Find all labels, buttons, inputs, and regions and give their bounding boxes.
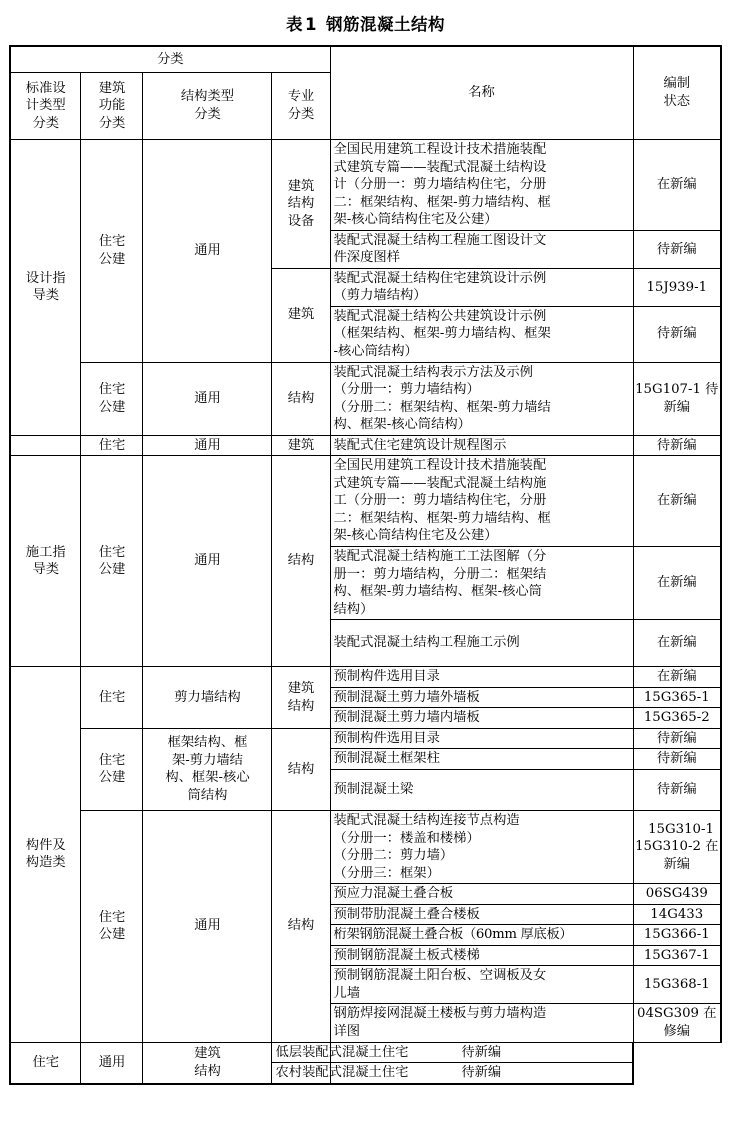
header-col-status <box>633 46 721 140</box>
status-badge: 待新编 <box>633 769 721 810</box>
item-name-line: （框架结构、框架-剪力墙结构、框架 <box>333 326 551 342</box>
item-name-line: 装配式混凝土结构施工工法图解（分 <box>333 549 547 565</box>
table-header-row-1 <box>10 46 721 73</box>
function-line-1: 住宅 <box>98 544 126 560</box>
item-name-line: 构、框架-剪力墙结构、框架-核心筒 <box>333 584 542 600</box>
header-col-structure-type <box>143 73 272 140</box>
item-name-line: 低层装配式混凝土住宅 <box>275 1044 409 1060</box>
category-component-line-1: 构件及 <box>25 837 66 853</box>
item-name <box>330 435 633 456</box>
function-line-1: 住宅 <box>98 382 126 398</box>
item-name-line: 式建筑专篇——装配式混凝土结构设 <box>333 159 547 175</box>
header-std-line-1: 标准设 <box>25 80 66 96</box>
status-badge: 在新编 <box>633 456 721 547</box>
specialty-line-2: 结构 <box>194 1063 221 1079</box>
status-badge: 在新编 <box>633 140 721 231</box>
function-residential-public <box>81 140 143 363</box>
item-name-line: 工（分册一：剪力墙结构住宅，分册 <box>333 493 547 509</box>
item-name-line: 详图 <box>333 1023 361 1039</box>
header-func-line-2: 功能 <box>98 98 126 114</box>
item-name <box>330 810 633 883</box>
specialty-structure: 结构 <box>272 810 330 1042</box>
structure-type-general: 通用 <box>143 810 272 1042</box>
item-name-line: 钢筋焊接网混凝土楼板与剪力墙构造 <box>333 1006 547 1022</box>
structure-type-general: 通用 <box>81 1042 143 1084</box>
table-row <box>10 728 721 749</box>
item-name <box>272 1042 409 1063</box>
item-name-line: 结构） <box>333 601 374 617</box>
specialty-line-1: 建筑 <box>287 680 315 696</box>
status-line: 04SG309 <box>636 1006 700 1022</box>
reinforced-concrete-structure-table <box>9 45 722 1085</box>
item-name-line: 装配式混凝土结构住宅建筑设计示例 <box>333 270 547 286</box>
function-line-2: 公建 <box>98 770 126 786</box>
header-std-line-3: 分类 <box>32 115 60 131</box>
item-name-line: 预制带肋混凝土叠合楼板 <box>333 906 480 922</box>
item-name <box>330 456 633 547</box>
function-residential-public <box>81 456 143 667</box>
category-design-guidance <box>10 140 81 436</box>
structure-type-general: 通用 <box>143 435 272 456</box>
header-group-classification: 分类 <box>10 46 330 73</box>
function-residential: 住宅 <box>81 667 143 729</box>
page-title <box>0 0 731 45</box>
item-name <box>330 945 633 966</box>
function-line-2: 公建 <box>98 399 126 415</box>
table-title-text: 钢筋混凝土结构 <box>325 15 445 34</box>
structure-type-line-2: 架-剪力墙结 <box>171 752 243 768</box>
specialty-structure: 结构 <box>272 728 330 810</box>
function-line-2: 公建 <box>98 562 126 578</box>
status-badge: 在新编 <box>633 620 721 667</box>
item-name-line: 全国民用建筑工程设计技术措施装配 <box>333 458 547 474</box>
function-residential: 住宅 <box>81 435 143 456</box>
header-func-line-3: 分类 <box>98 115 126 131</box>
header-col-status-line-1: 编制 <box>663 76 691 92</box>
item-name-line: （分册三：框架） <box>333 865 440 881</box>
table-row <box>10 810 721 883</box>
item-name <box>330 925 633 946</box>
specialty-line-2: 结构 <box>287 196 315 212</box>
item-name-line: 构、框架-核心筒结构） <box>333 417 471 433</box>
status-badge: 待新编 <box>633 230 721 268</box>
function-residential-public <box>81 362 143 435</box>
structure-type-general: 通用 <box>143 140 272 363</box>
status-badge: 15G367-1 <box>633 945 721 966</box>
item-name-line: 预制钢筋混凝土板式楼梯 <box>333 947 480 963</box>
item-name-line: 计（分册一：剪力墙结构住宅，分册 <box>333 177 547 193</box>
item-name-line: 装配式混凝土结构连接节点构造 <box>333 812 520 828</box>
specialty-line-1: 建筑 <box>287 178 315 194</box>
table-row <box>10 435 721 456</box>
function-line-2: 公建 <box>98 251 126 267</box>
item-name <box>272 1063 409 1084</box>
status-badge: 15G368-1 <box>633 966 721 1004</box>
item-name <box>330 966 633 1004</box>
function-line-1: 住宅 <box>98 234 126 250</box>
category-design-guidance-line-2: 导类 <box>32 288 60 304</box>
status-badge: 在新编 <box>633 547 721 620</box>
category-component-line-2: 构造类 <box>25 855 66 871</box>
item-name <box>330 620 633 667</box>
status-badge: 待新编 <box>633 306 721 362</box>
item-name <box>330 687 633 708</box>
specialty-arch-struct-equip <box>272 140 330 269</box>
item-name-line: 全国民用建筑工程设计技术措施装配 <box>333 142 547 157</box>
status-badge <box>633 810 721 883</box>
structure-type-line-3: 构、框架-核心 <box>165 770 250 786</box>
status-line: 在新编 <box>663 839 719 872</box>
specialty-arch-struct <box>272 667 330 729</box>
item-name-line: （分册二：剪力墙） <box>333 848 454 864</box>
status-badge <box>633 362 721 435</box>
item-name-line: 预制构件选用目录 <box>333 730 440 746</box>
category-construction-guidance <box>10 456 81 667</box>
item-name <box>330 1004 633 1042</box>
header-col-name: 名称 <box>330 46 633 140</box>
header-func-line-1: 建筑 <box>98 80 126 96</box>
header-struct-line-1: 结构类型 <box>180 89 235 105</box>
item-name-line: （剪力墙结构） <box>333 288 427 304</box>
structure-type-frame <box>143 728 272 810</box>
status-badge: 15G365-2 <box>633 708 721 729</box>
item-name-line: 预制钢筋混凝土阳台板、空调板及女 <box>333 968 547 984</box>
item-name <box>330 769 633 810</box>
table-label: 表 <box>286 15 303 34</box>
category-construction-line-2: 导类 <box>32 562 60 578</box>
item-name-line: 架-核心筒结构住宅及公建） <box>333 212 498 228</box>
function-residential: 住宅 <box>10 1042 81 1084</box>
item-name-line: 二：框架结构、框架-剪力墙结构、框 <box>333 194 551 210</box>
item-name-line: -核心筒结构） <box>333 344 418 360</box>
status-line: 15G310-1 <box>648 821 714 837</box>
specialty-structure: 结构 <box>272 362 330 435</box>
status-badge <box>633 1004 721 1042</box>
structure-type-general: 通用 <box>143 456 272 667</box>
item-name <box>330 667 633 688</box>
item-name-line: 装配式混凝土结构工程施工图设计文 <box>333 232 547 248</box>
table-row <box>10 1042 721 1063</box>
table-row <box>10 667 721 688</box>
item-name <box>330 904 633 925</box>
item-name-line: 预制构件选用目录 <box>333 669 440 685</box>
specialty-architecture: 建筑 <box>272 435 330 456</box>
header-col-building-function <box>81 73 143 140</box>
structure-type-general: 通用 <box>143 362 272 435</box>
category-design-guidance-cont <box>10 435 81 456</box>
table-row <box>10 456 721 547</box>
structure-type-line-4: 筒结构 <box>187 787 228 803</box>
status-badge: 待新编 <box>330 1063 633 1084</box>
item-name-line: 册一：剪力墙结构，分册二：框架结 <box>333 566 547 582</box>
status-badge: 待新编 <box>633 749 721 770</box>
header-col-specialty <box>272 73 330 140</box>
item-name <box>330 708 633 729</box>
specialty-structure: 结构 <box>272 456 330 667</box>
header-std-line-2: 计类型 <box>25 98 66 114</box>
item-name <box>330 268 633 306</box>
status-line: 在修编 <box>663 1006 717 1039</box>
item-name-line: （分册二：框架结构、框架-剪力墙结 <box>333 399 551 415</box>
header-struct-line-2: 分类 <box>194 107 221 122</box>
item-name-line: 装配式住宅建筑设计规程图示 <box>333 437 507 453</box>
status-line: 待新编 <box>663 382 719 415</box>
item-name <box>330 230 633 268</box>
status-badge: 待新编 <box>633 435 721 456</box>
function-line-1: 住宅 <box>98 752 126 768</box>
specialty-line-3: 设备 <box>287 213 315 229</box>
item-name-line: 预应力混凝土叠合板 <box>333 886 454 902</box>
header-spec-line-2: 分类 <box>287 107 315 122</box>
status-line: 15G310-2 <box>635 839 701 855</box>
function-residential-public <box>81 728 143 810</box>
table-number: 1 <box>305 15 317 34</box>
table-row <box>10 362 721 435</box>
status-badge: 15G365-1 <box>633 687 721 708</box>
status-badge: 15J939-1 <box>633 268 721 306</box>
status-badge: 待新编 <box>633 728 721 749</box>
status-line: 15G107-1 <box>635 382 701 398</box>
item-name-line: 预制混凝土框架柱 <box>333 751 440 767</box>
item-name <box>330 306 633 362</box>
item-name <box>330 728 633 749</box>
function-line-2: 公建 <box>98 927 126 943</box>
item-name <box>330 547 633 620</box>
item-name-line: 装配式混凝土结构公共建筑设计示例 <box>333 308 547 324</box>
specialty-line-2: 结构 <box>287 698 315 714</box>
specialty-arch-struct <box>143 1042 272 1084</box>
item-name <box>330 749 633 770</box>
status-badge: 15G366-1 <box>633 925 721 946</box>
item-name-line: 件深度图样 <box>333 250 400 266</box>
item-name-line: （分册一：楼盖和楼梯） <box>333 830 480 846</box>
item-name-line: 装配式混凝土结构表示方法及示例 <box>333 364 533 380</box>
category-construction-line-1: 施工指 <box>25 544 66 560</box>
header-col-status-line-2: 状态 <box>663 94 691 109</box>
status-badge: 14G433 <box>633 904 721 925</box>
header-col-std-design-type <box>10 73 81 140</box>
item-name <box>330 140 633 231</box>
item-name-line: 预制混凝土剪力墙外墙板 <box>333 689 480 705</box>
structure-type-shear-wall: 剪力墙结构 <box>143 667 272 729</box>
item-name <box>330 362 633 435</box>
header-spec-line-1: 专业 <box>287 89 315 105</box>
item-name-line: 架-核心筒结构住宅及公建） <box>333 528 498 544</box>
status-badge: 在新编 <box>633 667 721 688</box>
item-name-line: 桁架钢筋混凝土叠合板（60mm 厚底板） <box>333 927 573 943</box>
item-name-line: （分册一：剪力墙结构） <box>333 382 480 398</box>
item-name-line: 儿墙 <box>333 985 361 1001</box>
item-name-line: 装配式混凝土结构工程施工示例 <box>333 635 520 651</box>
item-name-line: 预制混凝土剪力墙内墙板 <box>333 710 480 726</box>
category-design-guidance-line-1: 设计指 <box>25 270 66 286</box>
structure-type-line-1: 框架结构、框 <box>167 735 248 751</box>
specialty-line-1: 建筑 <box>194 1046 221 1062</box>
item-name-line: 农村装配式混凝土住宅 <box>275 1065 409 1081</box>
item-name-line: 预制混凝土梁 <box>333 782 414 798</box>
item-name <box>330 884 633 905</box>
function-residential-public <box>81 810 143 1042</box>
item-name-line: 二：框架结构、框架-剪力墙结构、框 <box>333 510 551 526</box>
category-component-structure <box>10 667 81 1042</box>
status-badge: 待新编 <box>330 1042 633 1063</box>
table-row <box>10 140 721 231</box>
status-badge: 06SG439 <box>633 884 721 905</box>
function-line-1: 住宅 <box>98 909 126 925</box>
item-name-line: 式建筑专篇——装配式混凝土结构施 <box>333 475 547 491</box>
specialty-architecture: 建筑 <box>272 268 330 362</box>
